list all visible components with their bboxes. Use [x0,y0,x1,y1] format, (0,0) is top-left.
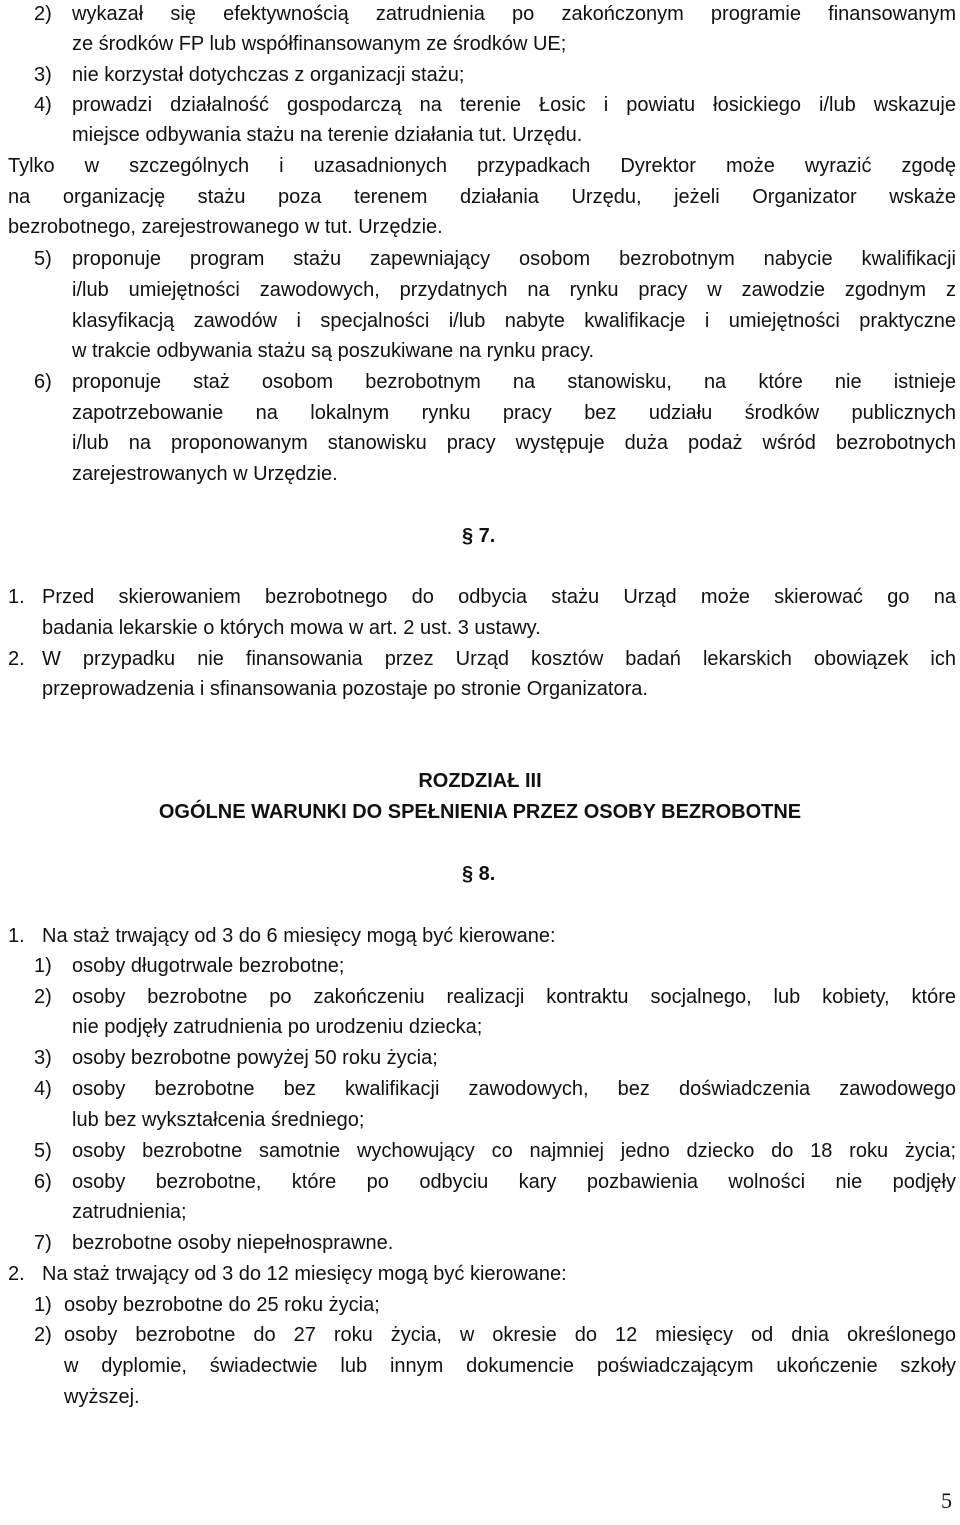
list-item-line: osoby bezrobotne powyżej 50 roku życia; [72,1047,438,1069]
list-item-line: miejsce odbywania stażu na terenie działania tut. Urzędu. [72,124,583,146]
paragraph-line: bezrobotnego, zarejestrowanego w tut. Urzędzie. [8,216,443,238]
list-item-line: osoby bezrobotne po zakończeniu realizacji kontraktu socjalnego, lub kobiety, które [72,986,956,1008]
list-item-line: i/lub umiejętności zawodowych, przydatnych na rynku pracy w zawodzie zgodnym z [72,279,956,301]
paragraph-number: 1. [8,925,25,947]
list-item-line: w dyplomie, świadectwie lub innym dokumencie poświadczającym ukończenie szkoły [64,1355,956,1377]
list-item-number: 7) [34,1232,52,1254]
list-item-number: 2) [34,1324,52,1346]
section-heading: § 7. [462,525,496,547]
paragraph-line: Na staż trwający od 3 do 6 miesięcy mogą być kierowane: [42,925,556,947]
list-item-line: osoby bezrobotne do 27 roku życia, w okresie do 12 miesięcy od dnia określonego [64,1324,956,1346]
list-item-line: proponuje staż osobom bezrobotnym na stanowisku, na które nie istnieje [72,371,956,393]
list-item-number: 1) [34,955,52,977]
paragraph-line: na organizację stażu poza terenem działania Urzędu, jeżeli Organizator wskaże [8,186,956,208]
list-item-number: 6) [34,371,52,393]
list-item-line: i/lub na proponowanym stanowisku pracy występuje duża podaż wśród bezrobotnych [72,432,956,454]
paragraph-number: 2. [8,648,25,670]
list-item-number: 3) [34,1047,52,1069]
list-item-number: 3) [34,64,52,86]
paragraph-line: Przed skierowaniem bezrobotnego do odbycia stażu Urząd może skierować go na [42,586,956,608]
list-item-line: nie podjęły zatrudnienia po urodzeniu dziecka; [72,1016,483,1038]
paragraph-number: 2. [8,1263,25,1285]
list-item-line: wyższej. [64,1386,140,1408]
chapter-title: ROZDZIAŁ III [418,770,542,792]
list-item-line: ze środków FP lub współfinansowanym ze środków UE; [72,33,567,55]
list-item-line: nie korzystał dotychczas z organizacji stażu; [72,64,465,86]
list-item-line: osoby bezrobotne bez kwalifikacji zawodowych, bez doświadczenia zawodowego [72,1078,956,1100]
list-item-line: proponuje program stażu zapewniający osobom bezrobotnym nabycie kwalifikacji [72,248,956,270]
section-heading: § 8. [462,863,496,885]
list-item-line: zapotrzebowanie na lokalnym rynku pracy bez udziału środków publicznych [72,402,956,424]
list-item-line: klasyfikacją zawodów i specjalności i/lub nabyte kwalifikacje i umiejętności praktyczne [72,310,956,332]
list-item-line: bezrobotne osoby niepełnosprawne. [72,1232,394,1254]
list-item-line: lub bez wykształcenia średniego; [72,1109,365,1131]
paragraph-line: Na staż trwający od 3 do 12 miesięcy mogą być kierowane: [42,1263,567,1285]
list-item-line: zatrudnienia; [72,1201,187,1223]
list-item-line: osoby długotrwale bezrobotne; [72,955,345,977]
list-item-number: 1) [34,1294,52,1316]
list-item-line: zarejestrowanych w Urzędzie. [72,463,338,485]
paragraph-line: przeprowadzenia i sfinansowania pozostaje po stronie Organizatora. [42,678,648,700]
list-item-number: 4) [34,94,52,116]
list-item-number: 2) [34,3,52,25]
list-item-number: 6) [34,1171,52,1193]
list-item-line: osoby bezrobotne, które po odbyciu kary pozbawienia wolności nie podjęły [72,1171,956,1193]
paragraph-number: 1. [8,586,25,608]
paragraph-line: badania lekarskie o których mowa w art. 2 ust. 3 ustawy. [42,617,541,639]
list-item-line: w trakcie odbywania stażu są poszukiwane na rynku pracy. [72,340,595,362]
chapter-subtitle: OGÓLNE WARUNKI DO SPEŁNIENIA PRZEZ OSOBY BEZROBOTNE [158,801,802,823]
paragraph-line: Tylko w szczególnych i uzasadnionych przypadkach Dyrektor może wyrazić zgodę [8,155,956,177]
paragraph-line: W przypadku nie finansowania przez Urząd kosztów badań lekarskich obowiązek ich [42,648,956,670]
list-item-number: 5) [34,248,52,270]
list-item-line: osoby bezrobotne do 25 roku życia; [64,1294,380,1316]
list-item-number: 4) [34,1078,52,1100]
list-item-line: osoby bezrobotne samotnie wychowujący co najmniej jedno dziecko do 18 roku życia; [72,1140,956,1162]
list-item-number: 2) [34,986,52,1008]
list-item-line: wykazał się efektywnością zatrudnienia po zakończonym programie finansowanym [72,3,956,25]
page-number: 5 [941,1488,952,1513]
list-item-line: prowadzi działalność gospodarczą na terenie Łosic i powiatu łosickiego i/lub wskazuje [72,94,956,116]
list-item-number: 5) [34,1140,52,1162]
